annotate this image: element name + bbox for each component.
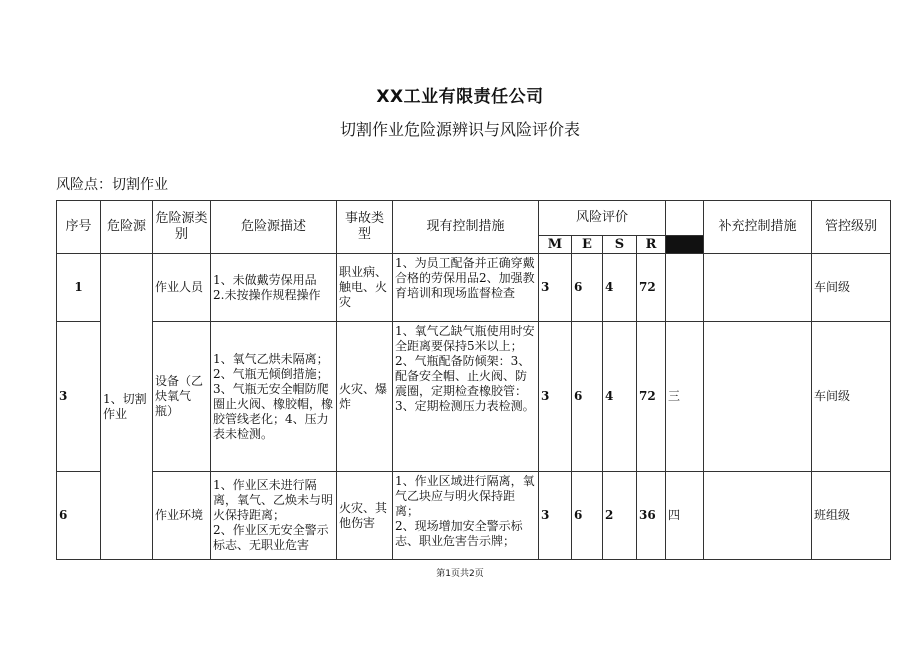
- row-category: 作业人员: [153, 254, 211, 322]
- header-s: S: [603, 236, 637, 254]
- risk-point-label: 风险点：切割作业: [56, 177, 168, 193]
- row-s: 2: [603, 472, 637, 560]
- row-controls: [393, 254, 539, 322]
- header-hazard: 危险源: [101, 201, 153, 254]
- row-m: 3: [539, 472, 572, 560]
- row-m: 3: [539, 322, 572, 472]
- risk-assessment-table: [56, 200, 891, 560]
- row-seq: 6: [57, 472, 101, 560]
- row-level-grade: [666, 254, 704, 322]
- row-description: [211, 322, 337, 472]
- row-extra-controls: [704, 254, 812, 322]
- row-level-grade: 三: [666, 322, 704, 472]
- row-level-grade: 四: [666, 472, 704, 560]
- description-line: 1、未做戴劳保用品: [213, 272, 317, 287]
- page-footer: 第1页共2页: [436, 569, 484, 579]
- description-line: 1、氧气乙烘未隔离；: [213, 351, 329, 366]
- controls-line: 3、定期检测压力表检测。: [395, 399, 535, 413]
- row-s: 4: [603, 322, 637, 472]
- row-extra-controls: [704, 472, 812, 560]
- hazard-group-cell: 1、切割作业: [101, 254, 153, 560]
- row-s: 4: [603, 254, 637, 322]
- row-m: 3: [539, 254, 572, 322]
- header-m: M: [539, 236, 572, 254]
- controls-line: 2、现场增加安全警示标志、职业危害告示牌；: [395, 519, 523, 548]
- table-row: [57, 254, 891, 322]
- header-blank: [666, 201, 704, 236]
- table-row: [57, 322, 891, 472]
- controls-line: 1、氧气乙缺气瓶使用时安全距离要保持5米以上；: [395, 324, 535, 353]
- row-controls: [393, 322, 539, 472]
- controls-line: 1、作业区域进行隔离，氧气乙块应与明火保持距离；: [395, 474, 535, 518]
- row-e: 6: [572, 322, 603, 472]
- row-seq: 3: [57, 322, 101, 472]
- row-description: [211, 254, 337, 322]
- row-r: 72: [637, 254, 666, 322]
- description-line: 3、气瓶无安全帽防爬圈止火阀、橡胶帽，橡胶管线老化；4、压力表未检测。: [213, 381, 334, 441]
- header-hazard-category: 危险源类别: [153, 201, 211, 254]
- row-control-level: 车间级: [812, 322, 891, 472]
- header-current-controls: 现有控制措施: [393, 201, 539, 254]
- description-line: 1、作业区未进行隔离，氧气、乙焕未与明火保持距离；: [213, 478, 334, 522]
- row-accident: 火灾、爆炸: [337, 322, 393, 472]
- controls-line: 2、气瓶配备防倾架：3、配备安全帽、止火阀、防震圈，定期检查橡胶管：: [395, 354, 531, 398]
- header-risk-eval: 风险评价: [539, 201, 666, 236]
- row-control-level: 班组级: [812, 472, 891, 560]
- row-accident: 火灾、其他伤害: [337, 472, 393, 560]
- header-dark-cell: [666, 236, 704, 254]
- description-line: 2、作业区无安全警示标志、无职业危害: [213, 523, 329, 552]
- row-r: 36: [637, 472, 666, 560]
- row-extra-controls: [704, 322, 812, 472]
- row-description: [211, 472, 337, 560]
- row-e: 6: [572, 472, 603, 560]
- row-accident: 职业病、触电、火灾: [337, 254, 393, 322]
- row-r: 72: [637, 322, 666, 472]
- header-r: R: [637, 236, 666, 254]
- row-controls: [393, 472, 539, 560]
- row-category: 作业环境: [153, 472, 211, 560]
- description-line: 2、气瓶无倾倒措施；: [213, 366, 329, 381]
- header-row: [57, 201, 891, 236]
- header-accident-type: 事故类型: [337, 201, 393, 254]
- header-seq: 序号: [57, 201, 101, 254]
- row-seq: 1: [57, 254, 101, 322]
- header-extra-controls: 补充控制措施: [704, 201, 812, 254]
- header-description: 危险源描述: [211, 201, 337, 254]
- description-line: 2.未按操作规程操作: [213, 287, 321, 302]
- form-title: 切割作业危险源辨识与风险评价表: [339, 120, 580, 139]
- row-e: 6: [572, 254, 603, 322]
- row-control-level: 车间级: [812, 254, 891, 322]
- table-row: [57, 472, 891, 560]
- row-category: 设备（乙炔氧气瓶）: [153, 322, 211, 472]
- header-e: E: [572, 236, 603, 254]
- header-control-level: 管控级别: [812, 201, 891, 254]
- company-name: XX工业有限责任公司: [376, 87, 544, 107]
- controls-line: 1、为员工配备并正确穿戴合格的劳保用品2、加强教育培训和现场监督检查: [395, 256, 535, 300]
